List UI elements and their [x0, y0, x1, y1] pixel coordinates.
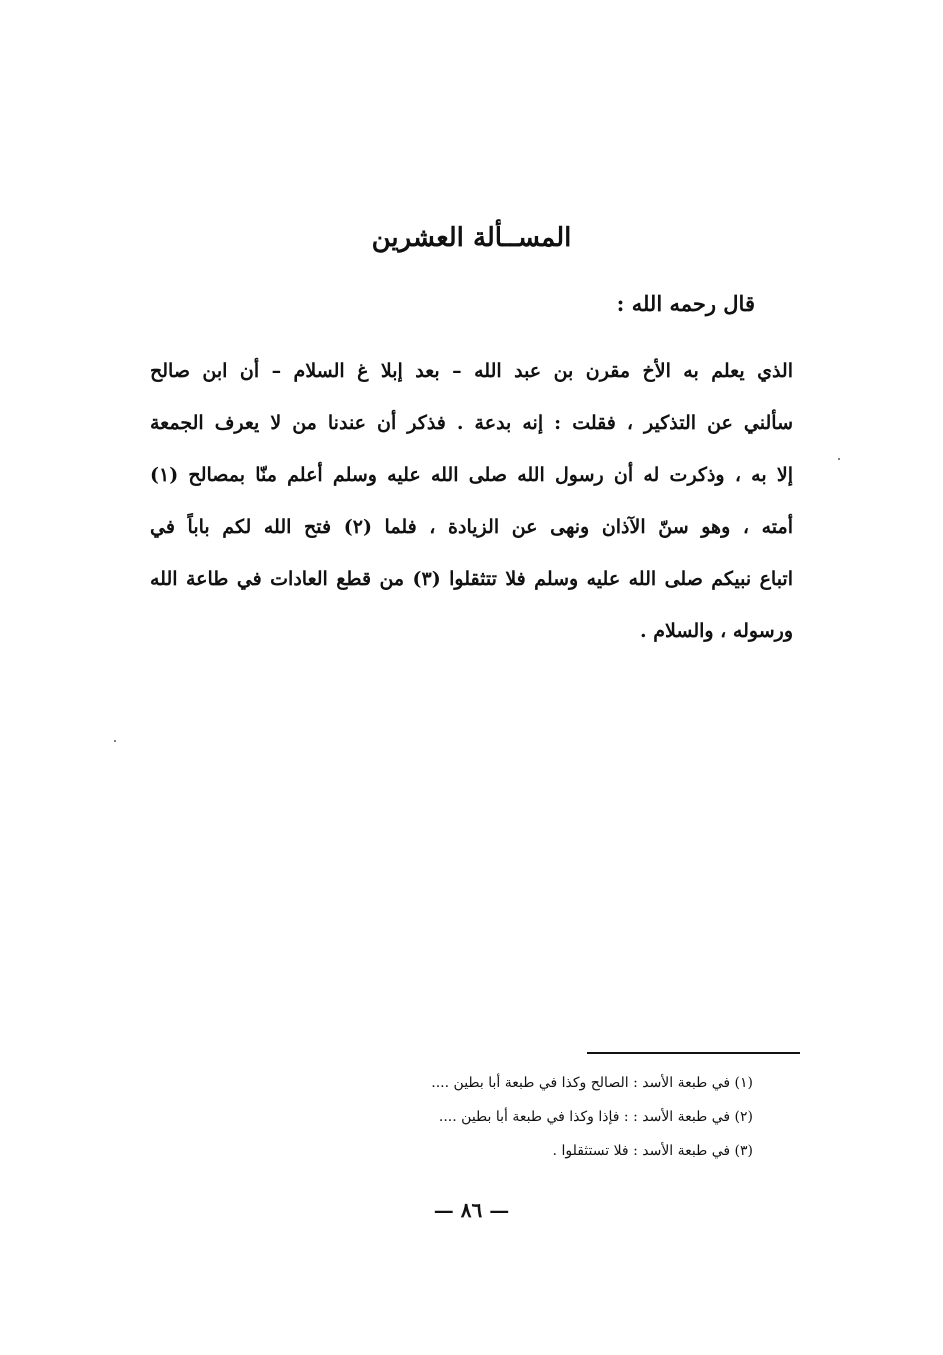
footnote-divider — [587, 1052, 800, 1054]
footnotes — [330, 1066, 753, 1168]
scan-speck — [114, 740, 116, 742]
body-line-3: إلا به ، وذكرت له أن رسول الله صلى الله عليه وسلم أعلم منّا بمصالح (١) — [150, 464, 793, 486]
scan-speck — [838, 458, 840, 460]
footnote-2: (٢) في طبعة الأسد : : فإذا وكذا في طبعة أبا بطين .... — [438, 1109, 753, 1125]
body-line-4: أمته ، وهو سنّ الآذان ونهى عن الزيادة ، فلما (٢) فتح الله لكم باباً في — [150, 516, 793, 538]
body-line-5: اتباع نبيكم صلى الله عليه وسلم فلا تتثقلوا (٣) من قطع العادات في طاعة الله — [150, 568, 793, 590]
section-title: المســألة العشرين — [371, 223, 572, 253]
footnote-3: (٣) في طبعة الأسد : فلا تستثقلوا . — [552, 1143, 753, 1159]
body-line-1: الذي يعلم به الأخ مقرن بن عبد الله – بعد إبلا غ السلام – أن ابن صالح — [150, 360, 793, 382]
body-paragraph — [150, 345, 793, 657]
page-number: — ٨٦ — — [433, 1198, 510, 1222]
footnote-1: (١) في طبعة الأسد : الصالح وكذا في طبعة أبا بطين .... — [431, 1075, 753, 1091]
body-line-6: ورسوله ، والسلام . — [640, 620, 793, 642]
body-line-2: سألني عن التذكير ، فقلت : إنه بدعة . فذكر أن عندنا من لا يعرف الجمعة — [150, 412, 793, 434]
intro-line: قال رحمه الله : — [616, 291, 755, 316]
